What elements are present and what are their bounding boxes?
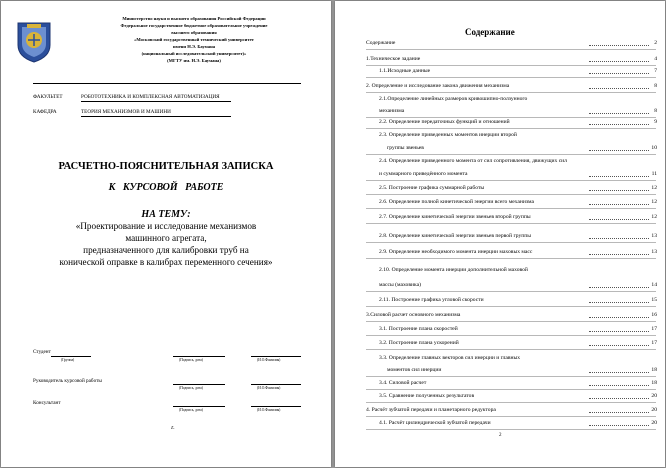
toc-page-number: 4 [654,56,657,62]
toc-entry-text: 2.4. Определение приведенного момента от сил сопротивления, движущих сил [379,158,567,164]
toc-dot-leader [589,238,649,239]
toc-entry-text: 3.5. Сравнение полученных результатов [379,393,475,399]
toc-dot-leader [589,372,649,373]
toc-separator [366,92,656,93]
toc-page-number: 20 [651,407,657,413]
toc-page-number: 7 [654,68,657,74]
toc-dot-leader [589,331,649,332]
toc-entry-text-continued: моментов сил инерции [387,367,442,373]
ministry-header [59,15,329,64]
toc-separator [366,291,656,292]
contents-heading: Содержание [465,27,515,37]
toc-dot-leader [589,287,649,288]
toc-entry-text-continued: механизма [379,108,405,114]
toc-entry-text: 2.8. Определение кинетической энергии звеньев первой группы [379,233,532,239]
toc-dot-leader [589,398,649,399]
toc-page-number: 16 [651,312,657,318]
toc-entry-text: 2.1.Определение линейных размеров кривошипно-ползунного [379,96,528,102]
toc-separator [366,429,656,430]
header-line: (национальный исследовательский университет)» [141,51,247,56]
toc-separator [366,49,656,50]
bmstu-emblem-icon [15,19,53,63]
toc-dot-leader [589,124,649,125]
faculty-label: ФАКУЛЬТЕТ [33,94,63,100]
document-title: РАСЧЕТНО-ПОЯСНИТЕЛЬНАЯ ЗАПИСКА [58,161,274,172]
dept-label: КАФЕДРА [33,109,57,115]
toc-dot-leader [589,190,649,191]
toc-page-number: 13 [651,233,657,239]
signature-caption: (Подпись, дата) [179,386,203,390]
toc-entry-text: 2.7. Определение кинетической энергии звеньев второй группы [379,214,531,220]
toc-entry-text: 2.10. Определение момента инерции дополнительной маховой [379,267,528,273]
toc-separator [366,349,656,350]
toc-separator [366,242,656,243]
student-label: Студент [33,349,51,355]
toc-separator [366,306,656,307]
toc-entry-text-continued: и суммарного приведённого момента [379,171,468,177]
header-line: высшего образования [171,30,217,35]
contents-page [335,1,665,467]
toc-dot-leader [589,425,649,426]
toc-entry-text: 2.11. Построение графика угловой скорости [379,297,484,303]
toc-separator [366,180,656,181]
toc-entry-text: 2.5. Построение графика суммарной работы [379,185,485,191]
toc-entry-text: 4. Расчёт зубчатой передачи и планетарного редуктора [366,407,496,413]
title-page [1,1,331,467]
toc-dot-leader [589,204,649,205]
document-subtitle: К КУРСОВОЙ РАБОТЕ [108,182,224,193]
toc-page-number: 2 [654,40,657,46]
toc-entry-text: 2. Определение и исследование закона движения механизма [366,83,510,89]
toc-separator [366,335,656,336]
toc-page-number: 8 [654,108,657,114]
toc-dot-leader [589,302,649,303]
toc-separator [366,376,656,377]
supervisor-label: Руководитель курсовой работы [33,378,102,384]
toc-dot-leader [589,345,649,346]
toc-page-number: 12 [651,185,657,191]
toc-entry-text: 4.1. Расчёт цилиндрической зубчатой передачи [379,420,491,426]
page-number: 2 [499,433,502,438]
name-caption: (И.О.Фамилия) [257,386,281,390]
topic-text [1,220,331,268]
signature-caption: (Подпись, дата) [179,358,203,362]
toc-dot-leader [589,73,649,74]
toc-separator [366,416,656,417]
toc-entry-text-continued: группы звеньев [387,145,424,151]
topic-label: НА ТЕМУ: [141,209,191,220]
toc-page-number: 17 [651,326,657,332]
toc-entry-text: 1.Техническое задание [366,56,421,62]
signature-caption: (Подпись, дата) [179,408,203,412]
toc-separator [366,65,656,66]
toc-page-number: 8 [654,83,657,89]
toc-entry-text: Содержание [366,40,396,46]
topic-line: «Проектирование и исследование механизмов [75,221,257,231]
toc-page-number: 15 [651,297,657,303]
toc-separator [366,402,656,403]
toc-dot-leader [589,385,649,386]
toc-entry-text: 3.1. Построение плана скоростей [379,326,458,332]
toc-separator [366,128,656,129]
toc-dot-leader [589,412,649,413]
toc-separator [366,389,656,390]
toc-page-number: 12 [651,214,657,220]
toc-entry-text: 1.1.Исходные данные [379,68,431,74]
toc-page-number: 20 [651,420,657,426]
toc-entry-text: 3.3. Определение главных векторов сил инерции и главных [379,355,521,361]
toc-separator [366,208,656,209]
toc-separator [366,223,656,224]
group-caption: (Группа) [61,358,75,362]
toc-entry-text-continued: массы (маховика) [379,282,421,288]
toc-page-number: 11 [651,171,657,177]
toc-page-number: 13 [651,249,657,255]
toc-dot-leader [589,219,649,220]
topic-line: машинного агрегата, [125,233,207,243]
toc-separator [366,258,656,259]
toc-dot-leader [589,45,649,46]
toc-separator [366,117,656,118]
toc-dot-leader [589,150,649,151]
toc-dot-leader [589,176,649,177]
header-line: Министерство науки и высшего образования Российской Федерации [122,16,266,21]
toc-entry-text: 2.3. Определение приведенных моментов инерции второй [379,132,517,138]
toc-separator [366,321,656,322]
dept-value: ТЕОРИЯ МЕХАНИЗМОВ И МАШИНИ [81,109,171,115]
topic-line: предназначенного для калибровки труб на [83,245,249,255]
toc-page-number: 14 [651,282,657,288]
toc-dot-leader [589,61,649,62]
header-line: (МГТУ им. Н.Э. Баумана) [167,58,221,63]
toc-dot-leader [589,317,649,318]
toc-dot-leader [589,254,649,255]
toc-page-number: 18 [651,380,657,386]
toc-page-number: 20 [651,393,657,399]
name-caption: (И.О.Фамилия) [257,408,281,412]
toc-page-number: 18 [651,367,657,373]
toc-separator [366,154,656,155]
toc-entry-text: 2.6. Определение полной кинетической энергии всего механизма [379,199,534,205]
toc-entry-text: 3.2. Построение плана ускорений [379,340,459,346]
toc-page-number: 10 [651,145,657,151]
faculty-value: РОБОТОТЕХНИКА И КОМПЛЕКСНАЯ АВТОМАТИЗАЦИЯ [81,94,220,100]
consultant-label: Консультант [33,400,61,406]
toc-entry-text: 2.2. Определение передаточных функций и отношений [379,119,510,125]
toc-page-number: 17 [651,340,657,346]
toc-page-number: 9 [654,119,657,125]
header-line: Федеральное государственное бюджетное образовательное учреждение [120,23,268,28]
header-line: «Московский государственный технический университет [134,37,254,42]
name-caption: (И.О.Фамилия) [257,358,281,362]
toc-separator [366,77,656,78]
toc-dot-leader [589,88,649,89]
toc-dot-leader [589,113,649,114]
toc-page-number: 12 [651,199,657,205]
footer-year: г. [171,425,175,431]
toc-entry-text: 3.4. Силовой расчет [379,380,427,386]
toc-separator [366,194,656,195]
toc-entry-text: 3.Силовой расчет основного механизма [366,312,461,318]
header-line: имени Н.Э. Баумана [172,44,216,49]
topic-line: конической оправке в калибрах переменного сечения» [59,257,273,267]
toc-entry-text: 2.9. Определение необходимого момента инерции маховых масс [379,249,533,255]
